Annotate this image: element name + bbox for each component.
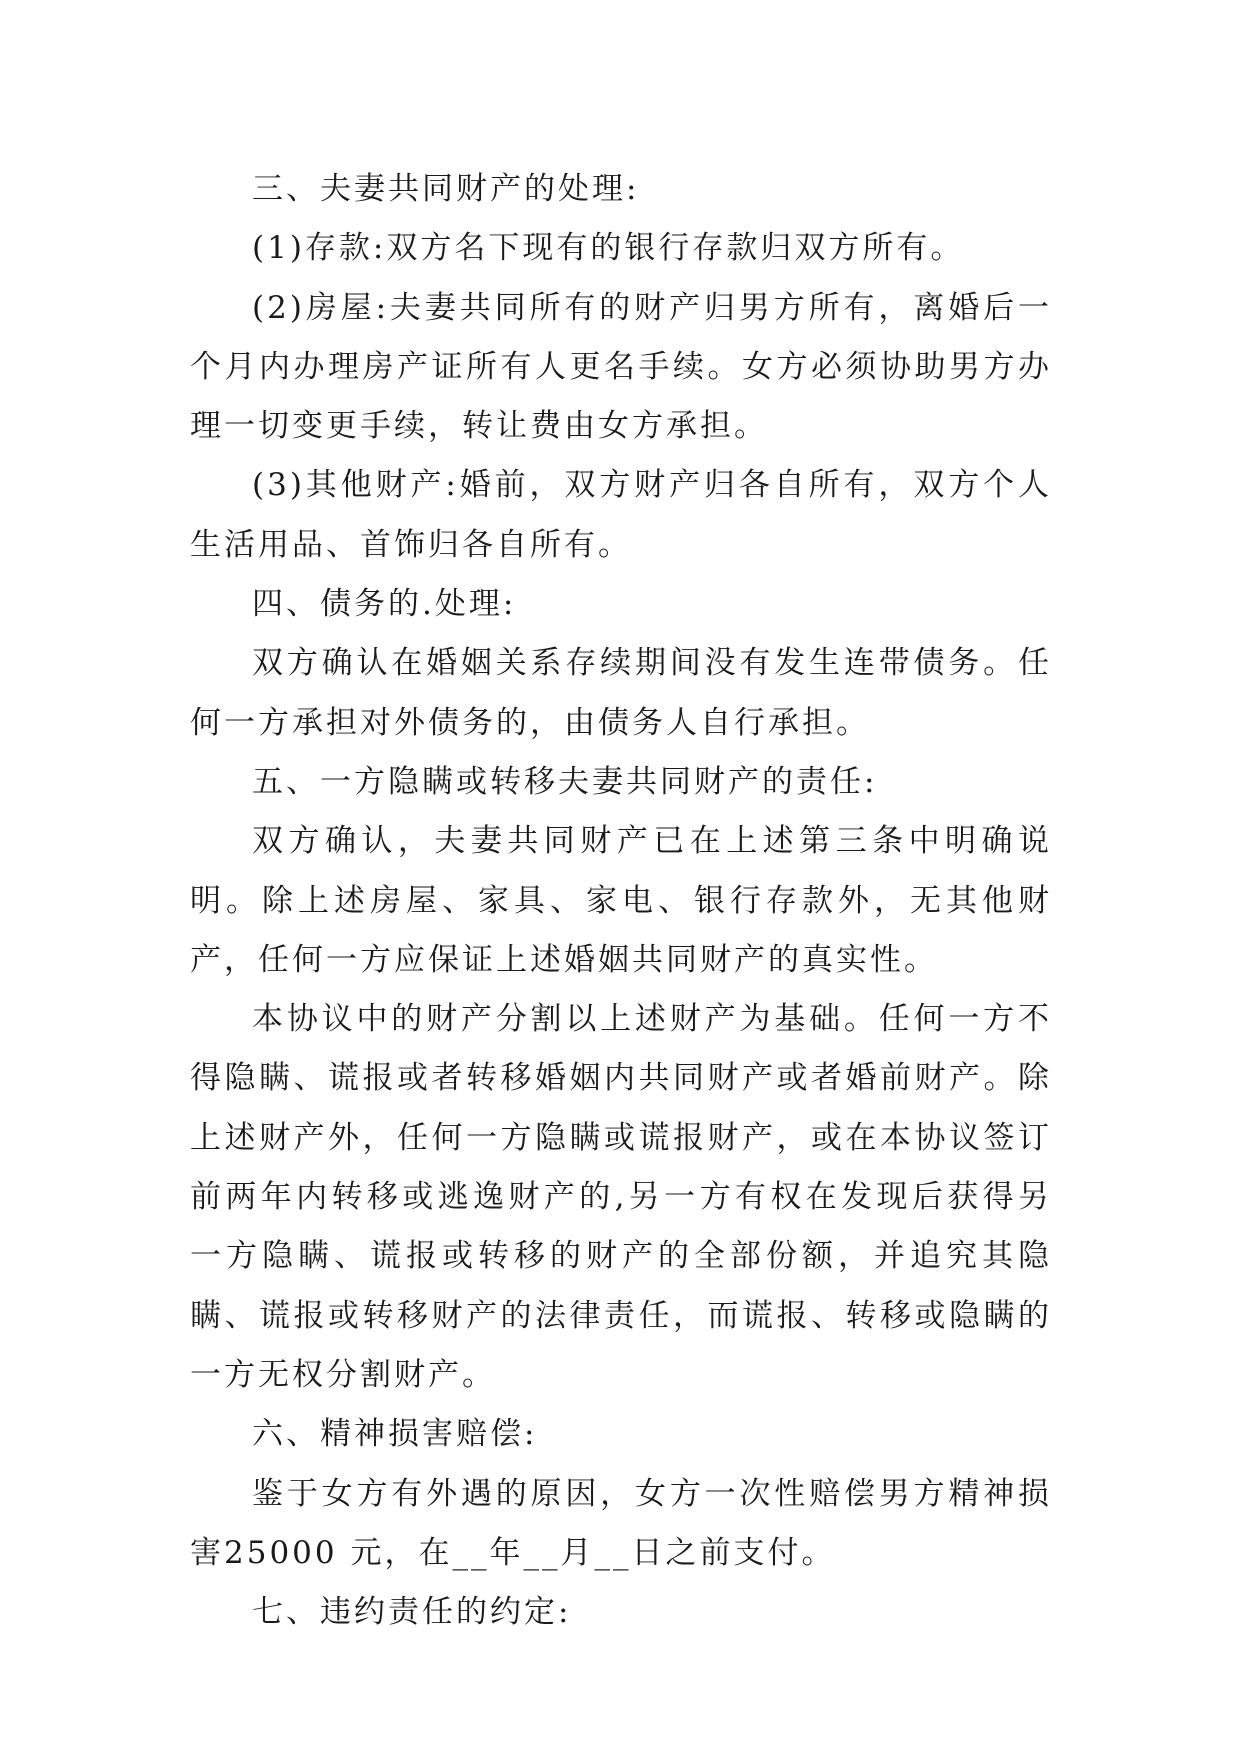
document-body	[190, 160, 1052, 1642]
clause-house: (2)房屋:夫妻共同所有的财产归男方所有，离婚后一个月内办理房产证所有人更名手续。女方必须协助男方办理一切变更手续，转让费由女方承担。	[190, 289, 1052, 445]
heading-section-6: 六、精神损害赔偿:	[252, 1416, 538, 1453]
clause-other-property: (3)其他财产:婚前，双方财产归各自所有，双方个人生活用品、首饰归各自所有。	[190, 467, 1052, 563]
clause-debts: 双方确认在婚姻关系存续期间没有发生连带债务。任何一方承担对外债务的，由债务人自行承担。	[190, 645, 1052, 741]
heading-section-7: 七、违约责任的约定:	[252, 1594, 572, 1631]
heading-section-4: 四、债务的.处理:	[252, 586, 517, 623]
heading-section-3: 三、夫妻共同财产的处理:	[252, 171, 640, 207]
heading-section-5: 五、一方隐瞒或转移夫妻共同财产的责任:	[252, 763, 878, 800]
clause-deposits: (1)存款:双方名下现有的银行存款归双方所有。	[252, 230, 965, 267]
clause-property-confirmation: 双方确认，夫妻共同财产已在上述第三条中明确说明。除上述房屋、家具、家电、银行存款外，无其他财产，任何一方应保证上述婚姻共同财产的真实性。	[190, 823, 1052, 978]
clause-property-division: 本协议中的财产分割以上述财产为基础。任何一方不得隐瞒、谎报或者转移婚姻内共同财产或者婚前财产。除上述财产外，任何一方隐瞒或谎报财产，或在本协议签订前两年内转移或逃逸财产的,另一方有权在发现后获得另一方隐瞒、谎报或转移的财产的全部份额，并追究其隐瞒、谎报或转移财产的法律责任，而谎报、转移或隐瞒的一方无权分割财产。	[190, 1001, 1052, 1393]
clause-compensation: 鉴于女方有外遇的原因，女方一次性赔偿男方精神损害25000 元，在__年__月__日之前支付。	[190, 1475, 1052, 1571]
